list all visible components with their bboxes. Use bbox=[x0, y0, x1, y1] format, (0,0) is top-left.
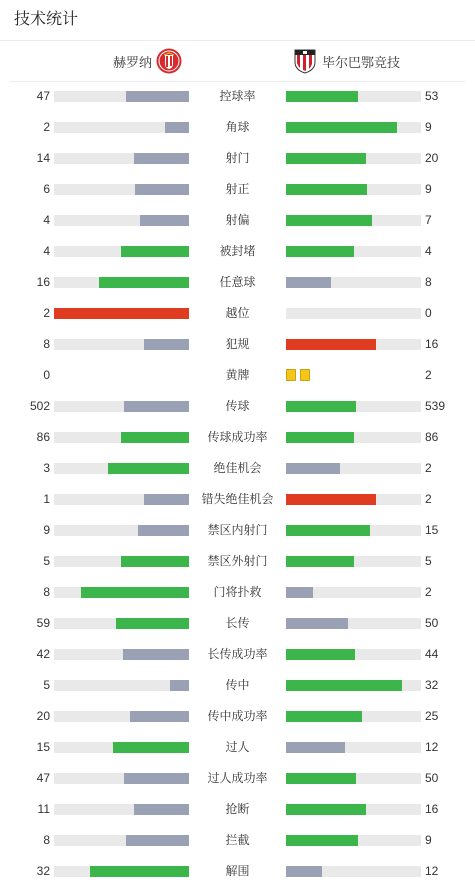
stat-row bbox=[0, 763, 475, 794]
away-yellow-cards bbox=[286, 369, 310, 381]
home-stat-bar-fill bbox=[121, 432, 189, 443]
away-stat-value: 2 bbox=[425, 368, 432, 382]
away-stat-value: 2 bbox=[425, 461, 432, 475]
stat-label: 传球成功率 bbox=[207, 430, 268, 444]
stat-label: 禁区内射门 bbox=[207, 523, 268, 537]
home-stat-bar-fill bbox=[126, 835, 189, 846]
home-stat-bar bbox=[54, 215, 189, 226]
stat-label: 错失绝佳机会 bbox=[201, 492, 274, 506]
home-stat-value: 6 bbox=[43, 182, 50, 196]
stat-label: 解围 bbox=[225, 864, 250, 878]
home-stat-bar-fill bbox=[123, 649, 189, 660]
away-stat-bar bbox=[286, 556, 421, 567]
home-stat-bar-fill bbox=[90, 866, 189, 877]
home-stat-value: 8 bbox=[43, 833, 50, 847]
away-stat-bar-fill bbox=[286, 246, 354, 257]
stat-row bbox=[0, 329, 475, 360]
away-stat-bar-fill bbox=[286, 401, 356, 412]
away-stat-value: 7 bbox=[425, 213, 432, 227]
stat-label: 控球率 bbox=[219, 89, 256, 103]
stat-label: 拦截 bbox=[225, 833, 250, 847]
home-stat-bar bbox=[54, 711, 189, 722]
away-stat-value: 4 bbox=[425, 244, 432, 258]
home-stat-value: 502 bbox=[29, 399, 50, 413]
home-stat-bar-fill bbox=[138, 525, 189, 536]
away-stat-bar-fill bbox=[286, 525, 370, 536]
away-stat-bar bbox=[286, 835, 421, 846]
home-stat-bar-fill bbox=[144, 339, 189, 350]
away-stat-bar bbox=[286, 432, 421, 443]
away-stat-bar bbox=[286, 866, 421, 877]
away-stat-bar bbox=[286, 618, 421, 629]
stat-row bbox=[0, 453, 475, 484]
stat-row bbox=[0, 112, 475, 143]
away-stat-value: 86 bbox=[425, 430, 439, 444]
home-stat-bar-fill bbox=[144, 494, 189, 505]
away-stat-value: 5 bbox=[425, 554, 432, 568]
home-stat-value: 47 bbox=[36, 771, 50, 785]
stats-list bbox=[0, 81, 475, 887]
away-stat-bar bbox=[286, 122, 421, 133]
home-stat-bar-fill bbox=[81, 587, 189, 598]
stat-label: 禁区外射门 bbox=[207, 554, 268, 568]
stat-row bbox=[0, 298, 475, 329]
home-stat-bar bbox=[54, 494, 189, 505]
stat-row bbox=[0, 825, 475, 856]
away-stat-value: 25 bbox=[425, 709, 439, 723]
away-stat-bar bbox=[286, 804, 421, 815]
stat-label: 射正 bbox=[225, 182, 250, 196]
home-stat-value: 0 bbox=[43, 368, 50, 382]
away-stat-value: 8 bbox=[425, 275, 432, 289]
section-title-text: 技术统计 bbox=[14, 11, 79, 28]
away-stat-bar bbox=[286, 494, 421, 505]
away-stat-bar bbox=[286, 742, 421, 753]
away-stat-value: 16 bbox=[425, 802, 439, 816]
away-stat-bar-fill bbox=[286, 649, 355, 660]
away-stat-bar-fill bbox=[286, 153, 366, 164]
home-stat-bar-fill bbox=[124, 773, 189, 784]
home-stat-value: 42 bbox=[36, 647, 50, 661]
home-stat-bar bbox=[54, 804, 189, 815]
home-stat-value: 86 bbox=[36, 430, 50, 444]
stat-label: 射门 bbox=[225, 151, 250, 165]
home-stat-bar bbox=[54, 308, 189, 319]
away-stat-bar bbox=[286, 680, 421, 691]
away-stat-value: 9 bbox=[425, 182, 432, 196]
stat-label: 角球 bbox=[225, 120, 250, 134]
stat-label: 长传成功率 bbox=[207, 647, 268, 661]
home-stat-bar-fill bbox=[99, 277, 189, 288]
home-stat-value: 11 bbox=[37, 802, 50, 816]
stat-row bbox=[0, 546, 475, 577]
stat-row bbox=[0, 577, 475, 608]
away-team[interactable] bbox=[292, 41, 400, 81]
away-stat-bar bbox=[286, 246, 421, 257]
away-stat-bar bbox=[286, 463, 421, 474]
home-stat-value: 14 bbox=[36, 151, 50, 165]
home-stat-bar bbox=[54, 339, 189, 350]
home-stat-value: 2 bbox=[43, 120, 50, 134]
away-stat-value: 32 bbox=[425, 678, 439, 692]
stat-row bbox=[0, 515, 475, 546]
away-stat-bar bbox=[286, 308, 421, 319]
stat-label: 长传 bbox=[225, 616, 250, 630]
away-stat-value: 44 bbox=[425, 647, 439, 661]
away-stat-value: 12 bbox=[425, 740, 439, 754]
away-stat-bar bbox=[286, 184, 421, 195]
away-stat-value: 50 bbox=[425, 616, 439, 630]
away-stat-bar-fill bbox=[286, 277, 331, 288]
home-stat-bar bbox=[54, 91, 189, 102]
home-stat-bar bbox=[54, 866, 189, 877]
home-stat-bar-fill bbox=[113, 742, 189, 753]
home-stat-bar bbox=[54, 246, 189, 257]
home-stat-value: 32 bbox=[36, 864, 50, 878]
stat-label: 抢断 bbox=[225, 802, 250, 816]
stat-label: 绝佳机会 bbox=[213, 461, 262, 475]
home-stat-bar-fill bbox=[124, 401, 189, 412]
home-stat-value: 9 bbox=[43, 523, 50, 537]
away-team-name: 毕尔巴鄂竞技 bbox=[322, 54, 401, 70]
home-stat-value: 3 bbox=[43, 461, 50, 475]
away-stat-value: 12 bbox=[425, 864, 439, 878]
stat-row bbox=[0, 639, 475, 670]
home-stat-bar-fill bbox=[135, 184, 189, 195]
section-title bbox=[0, 0, 475, 41]
home-stat-bar-fill bbox=[116, 618, 189, 629]
stat-row bbox=[0, 422, 475, 453]
home-team[interactable] bbox=[113, 41, 182, 81]
away-stat-bar bbox=[286, 525, 421, 536]
away-stat-bar bbox=[286, 277, 421, 288]
athletic-bilbao-crest-icon bbox=[292, 48, 318, 74]
stat-row bbox=[0, 484, 475, 515]
home-stat-bar-fill bbox=[134, 153, 189, 164]
home-stat-bar-fill bbox=[54, 308, 189, 319]
stat-row bbox=[0, 856, 475, 887]
away-stat-bar-fill bbox=[286, 556, 354, 567]
home-stat-bar-fill bbox=[140, 215, 189, 226]
away-stat-bar-fill bbox=[286, 587, 313, 598]
home-stat-bar-fill bbox=[130, 711, 189, 722]
home-stat-value: 4 bbox=[43, 244, 50, 258]
home-stat-bar bbox=[54, 153, 189, 164]
home-stat-bar bbox=[54, 525, 189, 536]
stat-label: 任意球 bbox=[219, 275, 256, 289]
stat-label: 过人 bbox=[225, 740, 250, 754]
away-stat-bar-fill bbox=[286, 835, 358, 846]
away-stat-bar-fill bbox=[286, 339, 376, 350]
away-stat-value: 2 bbox=[425, 492, 432, 506]
away-stat-value: 2 bbox=[425, 585, 432, 599]
home-stat-value: 20 bbox=[36, 709, 50, 723]
stat-row bbox=[0, 143, 475, 174]
home-stat-bar-fill bbox=[126, 91, 189, 102]
away-stat-bar-fill bbox=[286, 184, 367, 195]
home-stat-bar-fill bbox=[165, 122, 189, 133]
home-stat-bar bbox=[54, 618, 189, 629]
away-stat-bar-fill bbox=[286, 742, 345, 753]
away-stat-bar-fill bbox=[286, 463, 340, 474]
away-stat-value: 16 bbox=[425, 337, 439, 351]
stat-row bbox=[0, 267, 475, 298]
away-stat-bar-fill bbox=[286, 494, 376, 505]
home-stat-bar bbox=[54, 401, 189, 412]
home-stat-bar bbox=[54, 587, 189, 598]
stat-label: 传中成功率 bbox=[207, 709, 268, 723]
home-stat-bar-fill bbox=[108, 463, 189, 474]
away-stat-bar-fill bbox=[286, 122, 397, 133]
stat-row bbox=[0, 360, 475, 391]
home-stat-value: 59 bbox=[36, 616, 50, 630]
away-stat-bar-fill bbox=[286, 618, 348, 629]
home-stat-bar bbox=[54, 680, 189, 691]
away-stat-bar-fill bbox=[286, 680, 402, 691]
away-stat-bar bbox=[286, 401, 421, 412]
away-stat-value: 20 bbox=[425, 151, 439, 165]
home-stat-value: 4 bbox=[43, 213, 50, 227]
home-stat-bar bbox=[54, 556, 189, 567]
home-stat-bar bbox=[54, 773, 189, 784]
stat-label: 被封堵 bbox=[219, 244, 256, 258]
stat-label: 门将扑救 bbox=[213, 585, 262, 599]
stat-row bbox=[0, 174, 475, 205]
yellow-card-icon bbox=[286, 369, 296, 381]
stat-row bbox=[0, 670, 475, 701]
stat-row bbox=[0, 205, 475, 236]
away-stat-value: 53 bbox=[425, 89, 439, 103]
away-stat-bar-fill bbox=[286, 804, 366, 815]
away-stat-value: 539 bbox=[425, 399, 446, 413]
home-stat-value: 2 bbox=[43, 306, 50, 320]
stat-label: 射偏 bbox=[225, 213, 250, 227]
away-stat-bar bbox=[286, 215, 421, 226]
away-stat-bar bbox=[286, 153, 421, 164]
stat-label: 犯规 bbox=[225, 337, 250, 351]
home-stat-value: 15 bbox=[36, 740, 50, 754]
away-stat-bar-fill bbox=[286, 215, 372, 226]
home-stat-bar-fill bbox=[121, 246, 189, 257]
home-stat-bar-fill bbox=[134, 804, 189, 815]
stat-row bbox=[0, 391, 475, 422]
home-stat-value: 47 bbox=[36, 89, 50, 103]
away-stat-bar-fill bbox=[286, 711, 362, 722]
home-stat-value: 8 bbox=[43, 337, 50, 351]
stat-label: 越位 bbox=[225, 306, 250, 320]
home-stat-value: 16 bbox=[36, 275, 50, 289]
home-stat-bar bbox=[54, 432, 189, 443]
team-header bbox=[10, 41, 465, 82]
home-stat-value: 1 bbox=[43, 492, 50, 506]
home-stat-bar bbox=[54, 835, 189, 846]
home-stat-bar bbox=[54, 742, 189, 753]
home-stat-value: 5 bbox=[43, 678, 50, 692]
away-stat-value: 9 bbox=[425, 120, 432, 134]
stat-label: 传球 bbox=[225, 399, 250, 413]
away-stat-bar-fill bbox=[286, 91, 358, 102]
away-stat-bar bbox=[286, 91, 421, 102]
home-stat-value: 5 bbox=[43, 554, 50, 568]
away-stat-bar bbox=[286, 587, 421, 598]
home-stat-bar bbox=[54, 277, 189, 288]
home-stat-bar bbox=[54, 463, 189, 474]
stat-row bbox=[0, 701, 475, 732]
away-stat-value: 9 bbox=[425, 833, 432, 847]
away-stat-bar-fill bbox=[286, 866, 322, 877]
away-stat-value: 50 bbox=[425, 771, 439, 785]
home-stat-bar-fill bbox=[121, 556, 189, 567]
stat-row bbox=[0, 794, 475, 825]
home-stat-bar bbox=[54, 122, 189, 133]
away-stat-bar-fill bbox=[286, 773, 356, 784]
home-stat-bar bbox=[54, 649, 189, 660]
stat-row bbox=[0, 732, 475, 763]
yellow-card-icon bbox=[300, 369, 310, 381]
home-stat-bar-fill bbox=[170, 680, 189, 691]
home-stat-value: 8 bbox=[43, 585, 50, 599]
stat-label: 黄牌 bbox=[225, 368, 250, 382]
away-stat-bar bbox=[286, 649, 421, 660]
stat-label: 过人成功率 bbox=[207, 771, 268, 785]
stat-row bbox=[0, 236, 475, 267]
home-stat-bar bbox=[54, 184, 189, 195]
away-stat-bar bbox=[286, 773, 421, 784]
away-stat-bar bbox=[286, 711, 421, 722]
girona-crest-icon bbox=[156, 48, 182, 74]
away-stat-bar-fill bbox=[286, 432, 354, 443]
stat-row bbox=[0, 608, 475, 639]
home-team-name: 赫罗纳 bbox=[112, 54, 152, 70]
stat-row bbox=[0, 81, 475, 112]
stat-label: 传中 bbox=[225, 678, 250, 692]
away-stat-bar bbox=[286, 339, 421, 350]
away-stat-value: 15 bbox=[425, 523, 439, 537]
away-stat-value: 0 bbox=[425, 306, 432, 320]
